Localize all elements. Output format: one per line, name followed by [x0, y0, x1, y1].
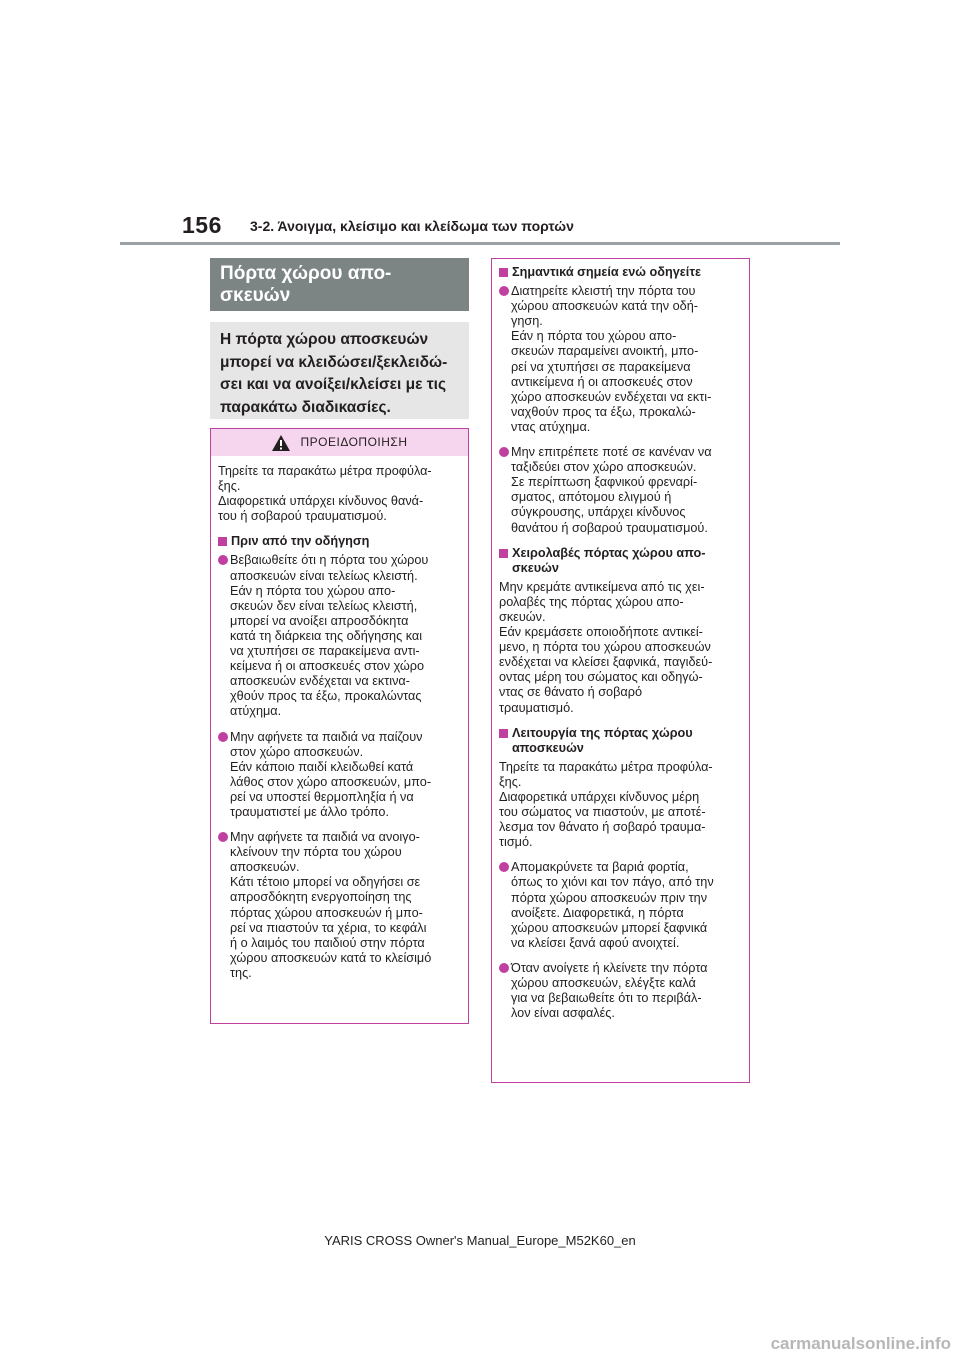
list-item [499, 445, 740, 536]
list-item [499, 284, 740, 435]
warning-box-right [491, 258, 750, 1083]
watermark: carmanualsonline.info [770, 1334, 951, 1353]
subheading-text: Σημαντικά σημεία ενώ οδηγείτε [512, 265, 702, 279]
subheading-operation [499, 726, 740, 756]
list-item [218, 553, 459, 719]
warning-header [211, 429, 468, 456]
warning-intro: Τηρείτε τα παρακάτω μέτρα προφύλα- ξης. Διαφορετικά υπάρχει κίνδυνος θανά- του ή σοβαρού τραυματισμού. [218, 464, 432, 524]
circle-bullet-icon [499, 862, 509, 872]
circle-bullet-icon [218, 555, 228, 565]
list-item-text: Όταν ανοίγετε ή κλείνετε την πόρτα χώρου αποσκευών, ελέγξτε καλά για να βεβαιωθείτε ότι το περιβάλ- λον είναι ασφαλές. [511, 960, 708, 1021]
square-bullet-icon [499, 729, 508, 738]
warning-triangle-icon [271, 434, 291, 452]
square-bullet-icon [218, 537, 227, 546]
circle-bullet-icon [499, 963, 509, 973]
circle-bullet-icon [218, 732, 228, 742]
list-item-text: Διατηρείτε κλειστή την πόρτα του χώρου αποσκευών κατά την οδή- γηση. Εάν η πόρτα του χώρου απο- σκευών παραμείνει ανοικτή, μπο- ρεί να χτυπήσει σε παρακείμενα αντικείμενα ή οι αποσκευές στον χώρο αποσκευών ενδέχεται να εκτι- ναχθούν προς τα έξω, προκαλώ- ντας ατύχημα. [511, 284, 712, 434]
paragraph: Τηρείτε τα παρακάτω μέτρα προφύλα- ξης. Διαφορετικά υπάρχει κίνδυνος μέρη του σώματος να πιαστούν, με αποτέ- λεσμα τον θάνατο ή σοβαρό τραυμα- τισμό. [499, 759, 713, 850]
subheading-while-driving [499, 265, 740, 280]
circle-bullet-icon [499, 447, 509, 457]
header-divider [120, 242, 840, 245]
list-item-text: Μην επιτρέπετε ποτέ σε κανέναν να ταξιδεύει στον χώρο αποσκευών. Σε περίπτωση ξαφνικού φρεναρί- σματος, απότομου ελιγμού ή σύγκρουσης, υπάρχει κίνδυνος θανάτου ή σοβαρού τραυματισμού. [511, 445, 712, 535]
warning-box-left [210, 428, 469, 1024]
footer-manual-title: YARIS CROSS Owner's Manual_Europe_M52K60_en [324, 1233, 636, 1248]
list-item [499, 860, 740, 951]
subheading-text: Πριν από την οδήγηση [231, 534, 370, 549]
list-item-text: Απομακρύνετε τα βαριά φορτία, όπως το χιόνι και τον πάγο, από την πόρτα χώρου αποσκευών πριν την ανοίξετε. Διαφορετικά, η πόρτα χώρου αποσκευών μπορεί ξαφνικά να κλείσει ξανά αφού ανοιχτεί. [511, 860, 714, 950]
square-bullet-icon [499, 268, 508, 277]
square-bullet-icon [499, 549, 508, 558]
section-title: Πόρτα χώρου απο- σκευών [210, 258, 469, 311]
paragraph: Μην κρεμάτε αντικείμενα από τις χει- ρολαβές της πόρτας χώρου απο- σκευών. Εάν κρεμάσετε οποιοδήποτε αντικεί- μενο, η πόρτα του χώρου αποσκευών ενδέχεται να κλείσει ξαφνικά, παγιδεύ- οντας μέρη του σώματος και οδηγώ- ντας σε θάνατο ή σοβαρό τραυματισμό. [499, 579, 713, 715]
chapter-title: 3-2. Άνοιγμα, κλείσιμο και κλείδωμα των πορτών [250, 218, 574, 234]
list-item-text: Μην αφήνετε τα παιδιά να παίζουν στον χώρο αποσκευών. Εάν κάποιο παιδί κλειδωθεί κατά λάθος στον χώρο αποσκευών, μπο- ρεί να υποστεί θερμοπληξία ή να τραυματιστεί με άλλο τρόπο. [230, 729, 432, 819]
list-item [218, 830, 459, 981]
list-item [218, 730, 459, 821]
circle-bullet-icon [499, 286, 509, 296]
section-intro: Η πόρτα χώρου αποσκευών μπορεί να κλειδώσει/ξεκλειδώ- σει και να ανοίξει/κλείσει με τις παρακάτω διαδικασίες. [210, 322, 469, 419]
subheading-text: Χειρολαβές πόρτας χώρου απο- σκευών [512, 545, 706, 575]
list-item-text: Βεβαιωθείτε ότι η πόρτα του χώρου αποσκευών είναι τελείως κλειστή. Εάν η πόρτα του χώρου απο- σκευών δεν είναι τελείως κλειστή, μπορεί να ανοίξει απροσδόκητα κατά τη διάρκεια της οδήγησης και να χτυπήσει σε παρακείμενα αντι- κείμενα ή οι αποσκευές στον χώρο αποσκευών ενδέχεται να εκτινα- χθούν προς τα έξω, προκαλώντας ατύχημα. [230, 553, 429, 719]
subheading-handles [499, 546, 740, 576]
page-number: 156 [182, 212, 222, 238]
warning-label: ΠΡΟΕΙΔΟΠΟΙΗΣΗ [300, 434, 408, 449]
subheading-before-driving [218, 534, 459, 549]
list-item [499, 961, 740, 1021]
circle-bullet-icon [218, 832, 228, 842]
subheading-text: Λειτουργία της πόρτας χώρου αποσκευών [512, 725, 693, 755]
list-item-text: Μην αφήνετε τα παιδιά να ανοιγο- κλείνουν την πόρτα του χώρου αποσκευών. Κάτι τέτοιο μπορεί να οδηγήσει σε απροσδόκητη ενεργοποίηση της πόρτας χώρου αποσκευών ή μπο- ρεί να πιαστούν τα χέρια, το κεφάλι ή ο λαιμός του παιδιού στην πόρτα χώρου αποσκευών κατά το κλείσιμό της. [230, 830, 432, 980]
